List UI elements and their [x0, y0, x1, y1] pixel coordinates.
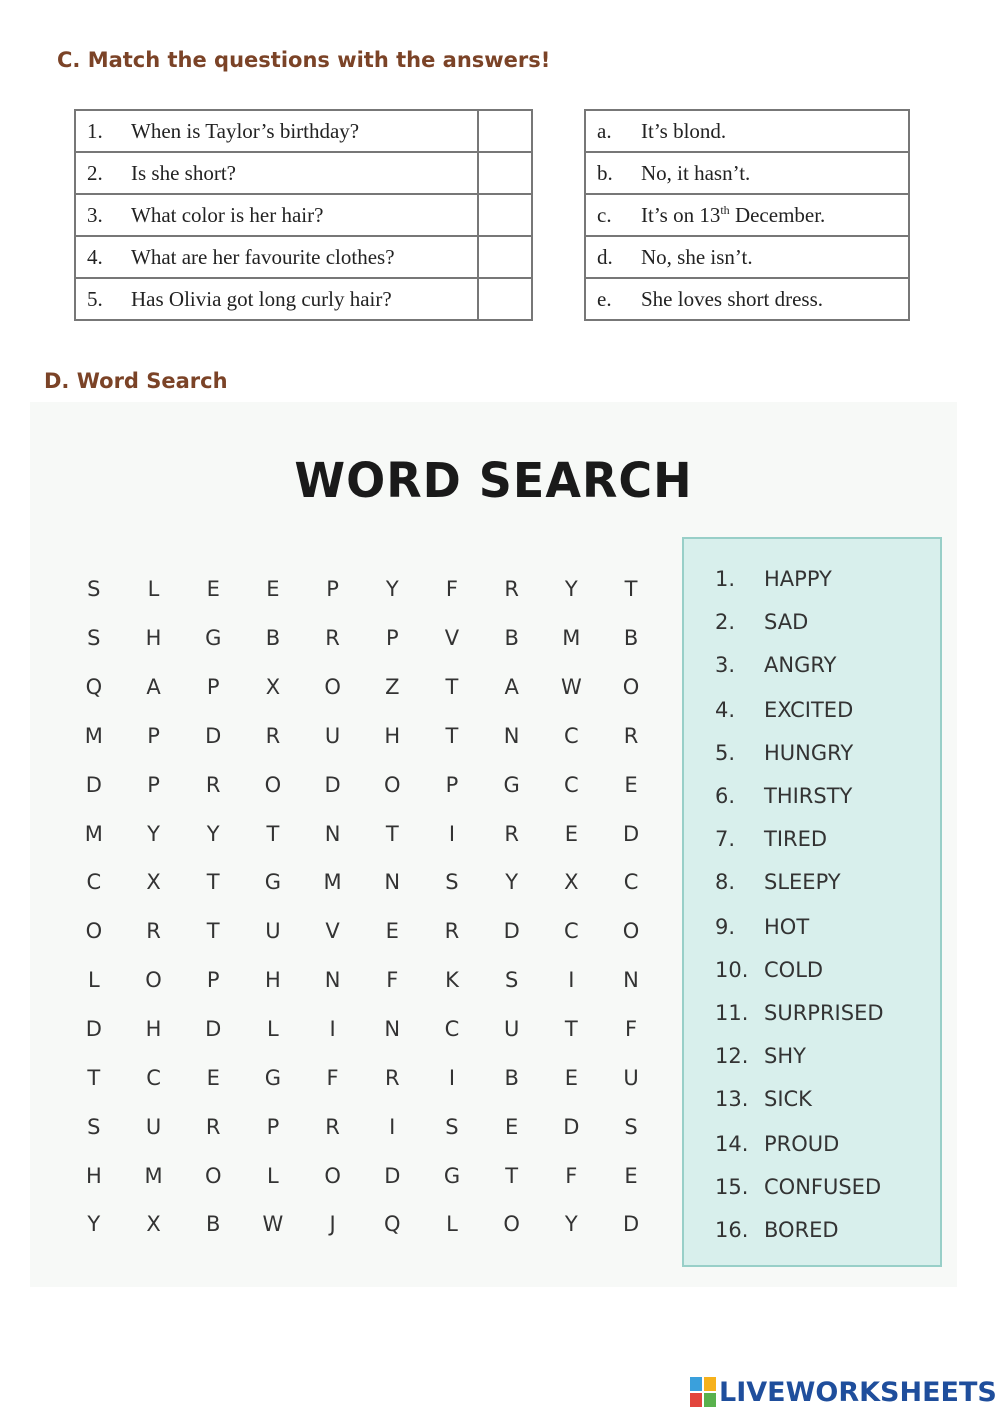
grid-letter[interactable]: R	[146, 919, 161, 944]
grid-letter[interactable]: Y	[206, 821, 220, 846]
grid-letter[interactable]: R	[205, 772, 221, 797]
answer-row	[585, 236, 909, 278]
grid-letter[interactable]: Y	[87, 1212, 101, 1237]
word-number: 12.	[715, 1044, 749, 1068]
grid-letter[interactable]: E	[206, 577, 220, 602]
grid-letter[interactable]: F	[565, 1163, 578, 1188]
grid-letter[interactable]: O	[622, 675, 640, 700]
word-text: EXCITED	[764, 698, 854, 722]
grid-row	[64, 1102, 661, 1151]
word-number: 8.	[715, 870, 736, 894]
word-list-item	[715, 653, 836, 677]
grid-letter[interactable]: G	[443, 1163, 461, 1188]
grid-letter[interactable]: C	[564, 723, 579, 748]
answer-text-after: December.	[729, 202, 826, 227]
word-list-item	[715, 784, 852, 808]
grid-letter[interactable]: T	[564, 1017, 578, 1042]
word-text: PROUD	[764, 1132, 840, 1156]
grid-letter[interactable]: Y	[564, 1212, 578, 1237]
grid-letter[interactable]: O	[622, 919, 640, 944]
grid-letter[interactable]: L	[267, 1163, 279, 1188]
word-number: 11.	[715, 1001, 749, 1025]
grid-letter[interactable]: O	[264, 772, 282, 797]
grid-letter[interactable]: L	[147, 577, 160, 602]
grid-letter[interactable]: P	[147, 772, 160, 797]
word-number: 9.	[715, 915, 736, 939]
question-number: 1.	[87, 118, 103, 143]
grid-row	[64, 1200, 661, 1249]
word-list-item	[715, 1087, 812, 1111]
grid-letter[interactable]: T	[445, 675, 459, 700]
grid-letter[interactable]: A	[146, 675, 161, 700]
grid-letter[interactable]: P	[326, 577, 339, 602]
logo-mark-icon	[690, 1377, 716, 1407]
grid-letter[interactable]: H	[85, 1163, 102, 1188]
grid-row	[64, 1005, 661, 1054]
grid-row	[64, 858, 661, 907]
grid-letter[interactable]: B	[504, 626, 519, 651]
grid-letter[interactable]: H	[145, 1017, 162, 1042]
grid-letter[interactable]: R	[504, 821, 519, 846]
grid-letter[interactable]: O	[145, 968, 162, 993]
grid-letter[interactable]: I	[389, 1114, 396, 1139]
word-text: CONFUSED	[764, 1175, 882, 1199]
grid-letter[interactable]: T	[505, 1163, 519, 1188]
answer-row	[585, 152, 909, 194]
question-text: When is Taylor’s birthday?	[131, 118, 360, 143]
grid-letter[interactable]: E	[624, 772, 638, 797]
grid-letter[interactable]: E	[206, 1065, 220, 1090]
grid-letter[interactable]: S	[504, 968, 519, 993]
question-text: Is she short?	[131, 160, 236, 185]
grid-letter[interactable]: S	[445, 870, 459, 895]
grid-letter[interactable]: I	[329, 1017, 336, 1042]
logo-square	[690, 1393, 702, 1407]
grid-letter[interactable]: S	[445, 1114, 459, 1139]
question-number: 2.	[87, 160, 103, 185]
grid-letter[interactable]: V	[325, 919, 340, 944]
logo-text: LIVEWORKSHEETS	[719, 1376, 997, 1408]
grid-letter[interactable]: B	[206, 1212, 221, 1237]
word-list-item	[715, 958, 823, 982]
grid-letter[interactable]: D	[205, 1017, 222, 1042]
grid-letter[interactable]: X	[146, 870, 161, 895]
word-list-item	[715, 827, 827, 851]
answer-box[interactable]	[478, 110, 532, 152]
grid-letter[interactable]: S	[87, 577, 101, 602]
word-text: THIRSTY	[764, 784, 853, 808]
word-list-item	[715, 1175, 881, 1199]
word-text: SICK	[764, 1087, 812, 1111]
word-number: 10.	[715, 958, 749, 982]
word-list-item	[715, 915, 809, 939]
question-row	[75, 278, 532, 320]
answer-letter: b.	[597, 160, 613, 185]
grid-letter[interactable]: P	[385, 626, 399, 651]
word-text: HOT	[764, 915, 810, 939]
grid-letter[interactable]: T	[385, 821, 399, 846]
answer-text: No, it hasn’t.	[641, 160, 751, 185]
grid-letter[interactable]: Z	[385, 675, 400, 700]
word-text: ANGRY	[764, 653, 837, 677]
grid-letter[interactable]: D	[622, 1212, 640, 1237]
grid-letter[interactable]: N	[503, 723, 520, 748]
grid-letter[interactable]: I	[568, 968, 575, 993]
grid-letter[interactable]: N	[623, 968, 639, 993]
word-number: 15.	[715, 1175, 749, 1199]
grid-row	[64, 614, 661, 663]
word-search-panel	[30, 402, 957, 1287]
word-number: 2.	[715, 610, 736, 634]
question-row	[75, 194, 532, 236]
grid-letter[interactable]: R	[384, 1065, 400, 1090]
answer-box[interactable]	[478, 278, 532, 320]
word-text: SAD	[764, 610, 809, 634]
word-number: 16.	[715, 1218, 749, 1242]
grid-row	[64, 663, 661, 712]
grid-letter[interactable]: C	[86, 870, 102, 895]
word-list-item	[715, 698, 853, 722]
word-number: 4.	[715, 698, 736, 722]
grid-letter[interactable]: F	[445, 577, 459, 602]
question-number: 3.	[87, 202, 103, 227]
grid-row	[64, 565, 661, 614]
grid-row	[64, 1053, 661, 1102]
grid-letter[interactable]: F	[326, 1065, 339, 1090]
grid-letter[interactable]: K	[445, 968, 459, 993]
grid-letter[interactable]: D	[563, 1114, 580, 1139]
grid-letter[interactable]: B	[623, 626, 639, 651]
grid-letter[interactable]: P	[266, 1114, 280, 1139]
word-text: HUNGRY	[764, 741, 854, 765]
grid-letter[interactable]: T	[206, 919, 220, 944]
grid-row	[64, 809, 661, 858]
answer-text: It’s blond.	[641, 118, 727, 143]
grid-letter[interactable]: D	[205, 723, 222, 748]
word-text: BORED	[764, 1218, 839, 1242]
word-list-item	[715, 1001, 884, 1025]
grid-letter[interactable]: C	[564, 772, 579, 797]
section-d-title: D. Word Search	[44, 369, 228, 393]
word-list-item	[715, 567, 832, 591]
word-list-item	[715, 1132, 839, 1156]
grid-letter[interactable]: Y	[147, 821, 160, 846]
word-text: SLEEPY	[764, 870, 841, 894]
grid-letter[interactable]: U	[623, 1065, 639, 1090]
section-c-title: C. Match the questions with the answers!	[57, 48, 551, 72]
grid-letter[interactable]: E	[385, 919, 399, 944]
grid-letter[interactable]: G	[264, 870, 282, 895]
grid-letter[interactable]: J	[329, 1212, 336, 1237]
grid-letter[interactable]: D	[384, 1163, 401, 1188]
grid-letter[interactable]: R	[623, 723, 639, 748]
grid-letter[interactable]: L	[87, 968, 100, 993]
word-number: 6.	[715, 784, 736, 808]
grid-letter[interactable]: O	[85, 919, 103, 944]
word-number: 3.	[715, 653, 736, 677]
answer-superscript: th	[720, 202, 730, 217]
grid-letter[interactable]: Y	[385, 577, 399, 602]
grid-letter[interactable]: P	[445, 772, 459, 797]
grid-letter[interactable]: N	[384, 1017, 401, 1042]
grid-letter[interactable]: D	[85, 772, 102, 797]
answer-row	[585, 278, 909, 320]
grid-letter[interactable]: E	[624, 1163, 638, 1188]
word-text: COLD	[764, 958, 824, 982]
grid-letter[interactable]: Q	[384, 1212, 401, 1237]
grid-letter[interactable]: C	[146, 1065, 161, 1090]
grid-row	[64, 1151, 661, 1200]
answer-letter: d.	[597, 244, 613, 269]
word-list-item	[715, 741, 853, 765]
grid-letter[interactable]: T	[87, 1065, 101, 1090]
grid-letter[interactable]: H	[265, 968, 281, 993]
grid-letter[interactable]: Y	[564, 577, 578, 602]
grid-row	[64, 712, 661, 761]
grid-letter[interactable]: D	[324, 772, 341, 797]
answer-row	[585, 194, 909, 236]
grid-letter[interactable]: E	[564, 1065, 578, 1090]
grid-letter[interactable]: R	[444, 919, 460, 944]
grid-letter[interactable]: U	[145, 1114, 162, 1139]
grid-letter[interactable]: G	[503, 772, 520, 797]
grid-letter[interactable]: H	[384, 723, 401, 748]
logo-square	[704, 1393, 716, 1407]
grid-letter[interactable]: Q	[85, 675, 103, 700]
grid-letter[interactable]: Y	[505, 870, 519, 895]
grid-letter[interactable]: P	[206, 968, 220, 993]
grid-letter[interactable]: M	[84, 821, 103, 846]
grid-letter[interactable]: M	[144, 1163, 163, 1188]
grid-letter[interactable]: O	[324, 1163, 341, 1188]
word-text: HAPPY	[764, 567, 832, 591]
question-text: What are her favourite clothes?	[131, 244, 395, 269]
question-row	[75, 236, 532, 278]
grid-letter[interactable]: F	[624, 1017, 638, 1042]
word-list-item	[715, 1044, 806, 1068]
grid-letter[interactable]: N	[384, 870, 401, 895]
grid-letter[interactable]: I	[448, 1065, 456, 1090]
grid-letter[interactable]: R	[205, 1114, 221, 1139]
grid-letter[interactable]: M	[562, 626, 581, 651]
grid-letter[interactable]: D	[85, 1017, 102, 1042]
answer-text: No, she isn’t.	[641, 244, 753, 269]
grid-letter[interactable]: R	[325, 626, 340, 651]
grid-letter[interactable]: N	[324, 968, 341, 993]
grid-letter[interactable]: R	[325, 1114, 340, 1139]
grid-letter[interactable]: D	[503, 919, 520, 944]
grid-letter[interactable]: S	[624, 1114, 638, 1139]
grid-row	[64, 760, 661, 809]
grid-letter[interactable]: U	[503, 1017, 520, 1042]
grid-letter[interactable]: C	[564, 919, 579, 944]
grid-letter[interactable]: G	[264, 1065, 282, 1090]
grid-letter[interactable]: U	[324, 723, 341, 748]
grid-letter[interactable]: L	[267, 1017, 279, 1042]
grid-letter[interactable]: X	[265, 675, 281, 700]
grid-letter[interactable]: C	[444, 1017, 460, 1042]
grid-letter[interactable]: O	[324, 675, 341, 700]
grid-letter[interactable]: D	[622, 821, 640, 846]
grid-letter[interactable]: T	[206, 870, 220, 895]
answer-letter: e.	[597, 286, 612, 311]
grid-letter[interactable]: V	[444, 626, 460, 651]
grid-letter[interactable]: O	[204, 1163, 222, 1188]
answer-letter: a.	[597, 118, 612, 143]
grid-letter[interactable]: S	[87, 1114, 101, 1139]
grid-letter[interactable]: S	[87, 626, 101, 651]
grid-letter[interactable]: H	[145, 626, 162, 651]
grid-letter[interactable]: T	[266, 821, 280, 846]
logo-square	[690, 1377, 702, 1391]
liveworksheets-logo	[690, 1374, 997, 1410]
logo-square	[704, 1377, 716, 1391]
word-search-title: WORD SEARCH	[294, 451, 693, 509]
grid-letter[interactable]: E	[505, 1114, 519, 1139]
grid-letter[interactable]: C	[623, 870, 639, 895]
question-number: 4.	[87, 244, 103, 269]
grid-letter[interactable]: T	[624, 577, 638, 602]
grid-letter[interactable]: B	[265, 626, 281, 651]
word-text: SURPRISED	[764, 1001, 884, 1025]
grid-letter[interactable]: O	[503, 1212, 520, 1237]
answer-box[interactable]	[478, 236, 532, 278]
grid-letter[interactable]: N	[324, 821, 341, 846]
grid-letter[interactable]: P	[206, 675, 220, 700]
word-number: 14.	[715, 1132, 749, 1156]
grid-letter[interactable]: B	[504, 1065, 519, 1090]
grid-letter[interactable]: W	[560, 675, 582, 700]
answers-table	[584, 109, 910, 321]
word-list-item	[715, 610, 808, 634]
grid-letter[interactable]: M	[323, 870, 342, 895]
word-list-box	[682, 537, 942, 1267]
word-number: 13.	[715, 1087, 749, 1111]
grid-letter[interactable]: R	[504, 577, 519, 602]
letter-grid	[64, 565, 661, 1249]
word-number: 5.	[715, 741, 736, 765]
answer-text: She loves short dress.	[641, 286, 823, 311]
grid-letter[interactable]: R	[265, 723, 281, 748]
grid-letter[interactable]: X	[564, 870, 579, 895]
grid-letter[interactable]: X	[146, 1212, 161, 1237]
question-row	[75, 110, 532, 152]
grid-letter[interactable]: W	[262, 1212, 284, 1237]
word-number: 1.	[715, 567, 736, 591]
word-text: TIRED	[764, 827, 828, 851]
grid-letter[interactable]: O	[384, 772, 401, 797]
answer-letter: c.	[597, 202, 612, 227]
grid-row	[64, 956, 661, 1005]
grid-letter[interactable]: E	[564, 821, 578, 846]
word-number: 7.	[715, 827, 736, 851]
question-number: 5.	[87, 286, 103, 311]
answer-box[interactable]	[478, 194, 532, 236]
answer-box[interactable]	[478, 152, 532, 194]
grid-letter[interactable]: I	[448, 821, 456, 846]
answer-text: It’s on 13	[641, 202, 721, 227]
question-row	[75, 152, 532, 194]
answer-row	[585, 110, 909, 152]
word-list-item	[715, 870, 841, 894]
word-list-item	[715, 1218, 839, 1242]
grid-letter[interactable]: A	[504, 675, 519, 700]
grid-letter[interactable]: L	[446, 1212, 458, 1237]
grid-letter[interactable]: P	[147, 723, 160, 748]
question-text: What color is her hair?	[131, 202, 324, 227]
grid-letter[interactable]: G	[205, 626, 222, 651]
grid-row	[64, 907, 661, 956]
word-text: SHY	[764, 1044, 806, 1068]
question-text: Has Olivia got long curly hair?	[131, 286, 392, 311]
grid-letter[interactable]: E	[266, 577, 280, 602]
grid-letter[interactable]: T	[445, 723, 459, 748]
grid-letter[interactable]: F	[386, 968, 399, 993]
grid-letter[interactable]: U	[265, 919, 281, 944]
grid-letter[interactable]: M	[84, 723, 103, 748]
questions-table	[74, 109, 533, 321]
